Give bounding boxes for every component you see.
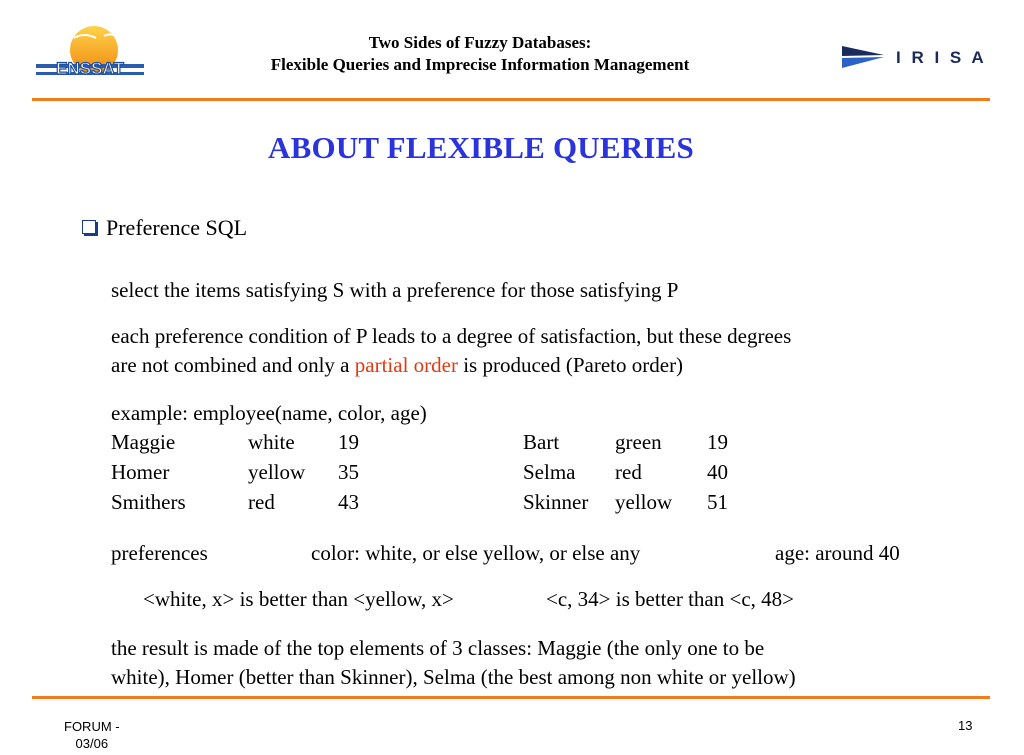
footer-forum-line2: 03/06 [75, 736, 109, 751]
header-title-line2: Flexible Queries and Imprecise Information Management [270, 55, 690, 74]
footer-forum [64, 718, 120, 752]
irisa-logo [838, 42, 988, 72]
enssat-logo-text: ENSSAT [56, 59, 124, 78]
table-row: Skinner [523, 490, 589, 514]
footer-forum-line1: FORUM - [64, 719, 120, 734]
page-number: 13 [958, 718, 973, 733]
preferences-age: age: around 40 [775, 541, 900, 565]
preferences-label: preferences [111, 541, 208, 565]
pref-line2 [111, 351, 683, 380]
table-cell: green [615, 430, 662, 454]
table-row: Homer [111, 460, 170, 484]
enssat-logo [34, 24, 146, 86]
better-than-color: <white, x> is better than <yellow, x> [143, 587, 454, 611]
header-title [200, 32, 760, 76]
table-cell: 19 [338, 430, 359, 454]
select-line: select the items satisfying S with a preference for those satisfying P [111, 278, 679, 302]
checkbox-bullet-icon [82, 220, 96, 234]
table-row: Smithers [111, 490, 186, 514]
irisa-logo-text: I R I S A [896, 48, 987, 67]
table-cell: white [248, 430, 295, 454]
pref-line2-post: is produced (Pareto order) [457, 353, 684, 377]
pref-line2-pre: are not combined and only a [111, 353, 355, 377]
result-line1: the result is made of the top elements of 3 classes: Maggie (the only one to be [111, 636, 765, 660]
slide-title: ABOUT FLEXIBLE QUERIES [268, 130, 694, 165]
table-cell: red [615, 460, 642, 484]
table-cell: 51 [707, 490, 728, 514]
better-than-age: <c, 34> is better than <c, 48> [546, 587, 794, 611]
preferences-color: color: white, or else yellow, or else any [311, 541, 641, 565]
header-divider [32, 98, 990, 101]
table-cell: 19 [707, 430, 728, 454]
table-cell: 40 [707, 460, 728, 484]
bullet-preference-sql [82, 214, 247, 242]
example-label: example: employee(name, color, age) [111, 401, 427, 425]
table-cell: 35 [338, 460, 359, 484]
table-row: Selma [523, 460, 576, 484]
result-line2: white), Homer (better than Skinner), Selma (the best among non white or yellow) [111, 665, 796, 689]
table-cell: yellow [615, 490, 673, 514]
table-row: Maggie [111, 430, 176, 454]
pref-line1: each preference condition of P leads to a degree of satisfaction, but these degrees [111, 324, 792, 348]
table-cell: 43 [338, 490, 359, 514]
header-title-line1: Two Sides of Fuzzy Databases: [368, 33, 592, 52]
partial-order-highlight: partial order [354, 353, 458, 377]
table-cell: red [248, 490, 275, 514]
table-cell: yellow [248, 460, 306, 484]
footer-divider [32, 696, 990, 699]
table-row: Bart [523, 430, 560, 454]
bullet-label: Preference SQL [106, 215, 248, 240]
